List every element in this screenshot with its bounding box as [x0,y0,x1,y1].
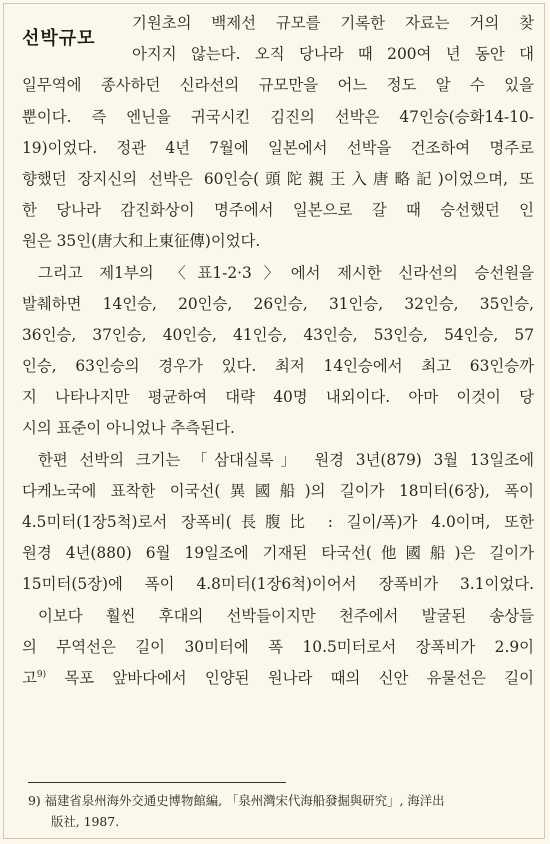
footnote-reference[interactable]: 9) [36,669,47,680]
body-line: 기원초의 백제선 규모를 기록한 자료는 거의 찾 [132,14,534,32]
body-line: 뿐이다. 즉 엔닌을 귀국시킨 김진의 선박은 47인승(승화14-10- [22,107,534,126]
body-line: 원은 35인(唐大和上東征傳)이었다. [22,232,261,251]
body-line: 한 당나라 감진화상이 명주에서 일본으로 갈 때 승선했던 인 [22,201,534,220]
body-line: 그리고 제1부의 〈표1-2·3〉에서 제시한 신라선의 승선원을 [38,263,534,282]
footnote-line: 9) 福建省泉州海外交通史博物館編, 「泉州灣宋代海船發掘與研究」, 海洋出 [28,793,445,808]
footnote [28,790,528,832]
body-line-rest: 목포 앞바다에서 인양된 원나라 때의 신안 유물선은 길이 [46,668,534,687]
body-line [22,663,534,694]
body-line: 일무역에 종사하던 신라선의 규모만을 어느 정도 알 수 있을 [22,76,534,95]
body-line: 향했던 장지신의 선박은 60인승(頭陀親王入唐略記)이었으며, 또 [22,169,534,188]
footnote-divider [28,782,286,783]
body-line: 원경 4년(880) 6월 19일조에 기재된 타국선(他國船)은 길이가 [22,544,534,563]
body-line: 이보다 훨씬 후대의 선박들이지만 천주에서 발굴된 송상들 [38,606,534,625]
body-line: 36인승, 37인승, 40인승, 41인승, 43인승, 53인승, 54인승, 57 [22,325,534,344]
section-heading: 선박규모 [22,28,96,49]
body-line: 발췌하면 14인승, 20인승, 26인승, 31인승, 32인승, 35인승, [22,294,534,313]
body-line: 4.5미터(1장5척)로서 장폭비(長腹比 : 길이/폭)가 4.0이며, 또한 [22,513,534,531]
body-line-start: 고 [22,668,37,687]
body-line: 인승, 63인승의 경우가 있다. 최저 14인승에서 최고 63인승까 [22,357,534,376]
body-line: 지 나타나지만 평균하여 대략 40명 내외이다. 아마 이것이 당 [22,388,534,407]
body-line: 의 무역선은 길이 30미터에 폭 10.5미터로서 장폭비가 2.9이 [22,637,534,656]
body-line: 한편 선박의 크기는 「삼대실록」 원경 3년(879) 3월 13일조에 [38,450,534,469]
body-text [22,8,534,694]
body-line: 다케노국에 표착한 이국선(異國船)의 길이가 18미터(6장), 폭이 [22,481,534,500]
body-line: 19)이었다. 정관 4년 7월에 일본에서 선박을 건조하여 명주로 [22,138,534,157]
body-line: 아지지 않는다. 오직 당나라 때 200여 년 동안 대 [132,45,534,64]
body-line: 시의 표준이 아니었나 추측된다. [22,419,235,438]
body-line: 15미터(5장)에 폭이 4.8미터(1장6척)이어서 장폭비가 3.1이었다. [22,575,534,594]
footnote-line: 版社, 1987. [51,814,120,829]
